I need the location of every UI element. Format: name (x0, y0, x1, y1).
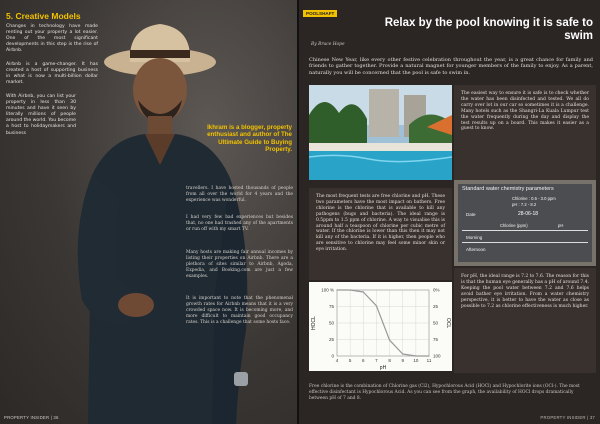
body-paragraph-1: Changes in technology have made renting out your property a lot easier. One of the most significant developments in this step is the rise of Airbnb. (6, 24, 98, 54)
hocl-ph-chart (309, 282, 452, 371)
board-chlorine-range: Chlorine : 0.5 - 3.0 ppm (512, 196, 556, 201)
text-box-2: The most frequent tests are free chlorine and pH. These two parameters have the most impact on bathers. Free chlorine is the chlorine that is available to kill any pathogens (bugs and bacteria). The ideal range is 0.5ppm to 1.5 ppm of chlorine. A way to visualise this is around half a teaspoon of chlorine per cubic metre of water. If the chlorine is lower than this then it may not kill any of the bacteria. If it is higher, then people who are sensitive to chlorine may feel some minor skin or eye irritation. (309, 188, 452, 280)
board-date-label: Date (466, 212, 476, 217)
y-tick-label-right: 50 (433, 320, 439, 326)
chart-svg (309, 282, 452, 371)
y-tick-label-left: 25 (328, 337, 334, 342)
series-point (389, 340, 390, 341)
board-rule-2 (462, 242, 588, 243)
series-point (350, 289, 351, 290)
text-box-1: The easiest way to ensure it is safe is to check whether the water has been disinfected and tested. We all do carry over lot in our car so sometimes it is a challenge. Many hotels such as the Shangri-La Kuala Lumpur test the water frequently during the day and display the test results up on a board. This makes it easier as a guest to know. (454, 85, 596, 180)
body-paragraph-3: With Airbnb, you can list your property in less than 30 minutes and have it seen by literally millions of people around the world. You become a host to holidaymakers and business (6, 94, 76, 136)
y-tick-label-right: 25 (433, 304, 439, 309)
board-row-morning: Morning (466, 235, 483, 240)
intro-paragraph: Chinese New Year, like every other festive celebration throughout the year, is a great chance for family and friends to gather together. Provide a natural magnet for younger members of the family to enjoy. As a parent, naturally you will be concerned that the pool is safe to swim in. (309, 57, 593, 76)
board-rule-1 (462, 230, 588, 231)
y-tick-label-right: 100 (433, 353, 441, 359)
byline: By Bruce Hope (311, 42, 345, 47)
column-paragraph-3: Many hosts are making fair annual incomes by listing their properties on Airbnb. There are a plethora of sites similar to Airbnb, Agoda, Expedia, and Booking.com are just a few examples. (186, 250, 293, 279)
x-tick-label: 8 (388, 358, 391, 363)
y-tick-label-left: 0 (331, 353, 334, 359)
y-axis-label-right: OCL (445, 317, 451, 329)
x-tick-label: 7 (375, 358, 378, 363)
y-tick-label-left: 50 (328, 320, 334, 326)
right-page (299, 0, 600, 424)
text-box-3: For pH, the ideal range is 7.2 to 7.6. The reason for this is that the human eye generally has a pH of around 7.4. Keeping the pool water between 7.2 and 7.6 helps avoid bather eye irritation. From a water chemistry perspective, it is better to have the water as close as possible to 7.2 as chlorine effectiveness is much higher. (454, 268, 596, 373)
series-point (428, 355, 429, 356)
chart-caption: Free chlorine is the combination of Chlorine gas (Cl2), Hypochlorous Acid (HOCl) and Hypochlorite ions (OCl-). The most effective disinfectant is Hypochlorous Acid. As you can see from the graph, the availability of HOCl drops dramatically between pH of 7 and 8. (309, 384, 580, 401)
x-tick-label: 4 (335, 358, 339, 363)
body-paragraph-2: Airbnb is a game-changer. It has created a host of supporting business in what is now a multi-billion dollar market. (6, 62, 98, 86)
series-point (382, 322, 383, 323)
column-paragraph-1: travellers. I have hosted thousands of people from all over the world for 4 years and the experience was wonderful. (186, 186, 293, 203)
y-axis-label-left: HOCL (311, 316, 317, 330)
board-date-value: 28-06-18 (518, 211, 539, 217)
series-point (415, 355, 416, 356)
series-point (363, 291, 364, 292)
left-page (0, 0, 297, 424)
y-tick-label-right: 0% (433, 287, 440, 293)
page-footer-left: PROPERTY INSIDER | 36 (4, 415, 59, 420)
series-point (376, 305, 377, 306)
page-footer-right: PROPERTY INSIDER | 37 (540, 415, 595, 420)
x-tick-label: 5 (348, 358, 352, 363)
series-point (402, 353, 403, 354)
board-col-chlorine: Chlorine (ppm) (500, 223, 528, 228)
author-pullquote: Ikhram is a blogger, property enthusiast and author of The Ultimate Guide to Buying Property. (207, 124, 292, 154)
y-tick-label-left: 100 % (321, 287, 334, 293)
board-title: Standard water chemistry parameters (462, 186, 554, 192)
x-tick-label: 9 (401, 358, 404, 363)
y-tick-label-right: 75 (433, 337, 439, 342)
series-point (336, 289, 337, 290)
pool-photo (309, 85, 452, 180)
x-tick-label: 11 (426, 358, 432, 363)
column-paragraph-2: I had very few bad experiences but besides that, no one had trashed any of the apartments or run off with my smart TV. (186, 215, 293, 232)
board-ph-range: pH : 7.2 - 8.2 (512, 202, 537, 207)
chemistry-board-photo (454, 180, 596, 266)
article-title: Relax by the pool knowing it is safe to swim (384, 17, 593, 42)
x-tick-label: 10 (413, 358, 419, 363)
y-tick-label-left: 75 (328, 304, 334, 309)
section-tag: POOLSHAFT (303, 10, 337, 17)
column-paragraph-4: It is important to note that the phenomenal growth rates for Airbnb means that it is a very crowded space now. It is becoming more, and more difficult to maintain good occupancy rates. This is a challenge that some hosts face. (186, 296, 293, 325)
section-heading: 5. Creative Models (6, 11, 81, 21)
x-axis-label: pH (379, 365, 387, 371)
board-row-afternoon: Afternoon (466, 247, 486, 252)
x-tick-label: 6 (362, 358, 365, 363)
board-col-ph: pH (558, 223, 564, 228)
